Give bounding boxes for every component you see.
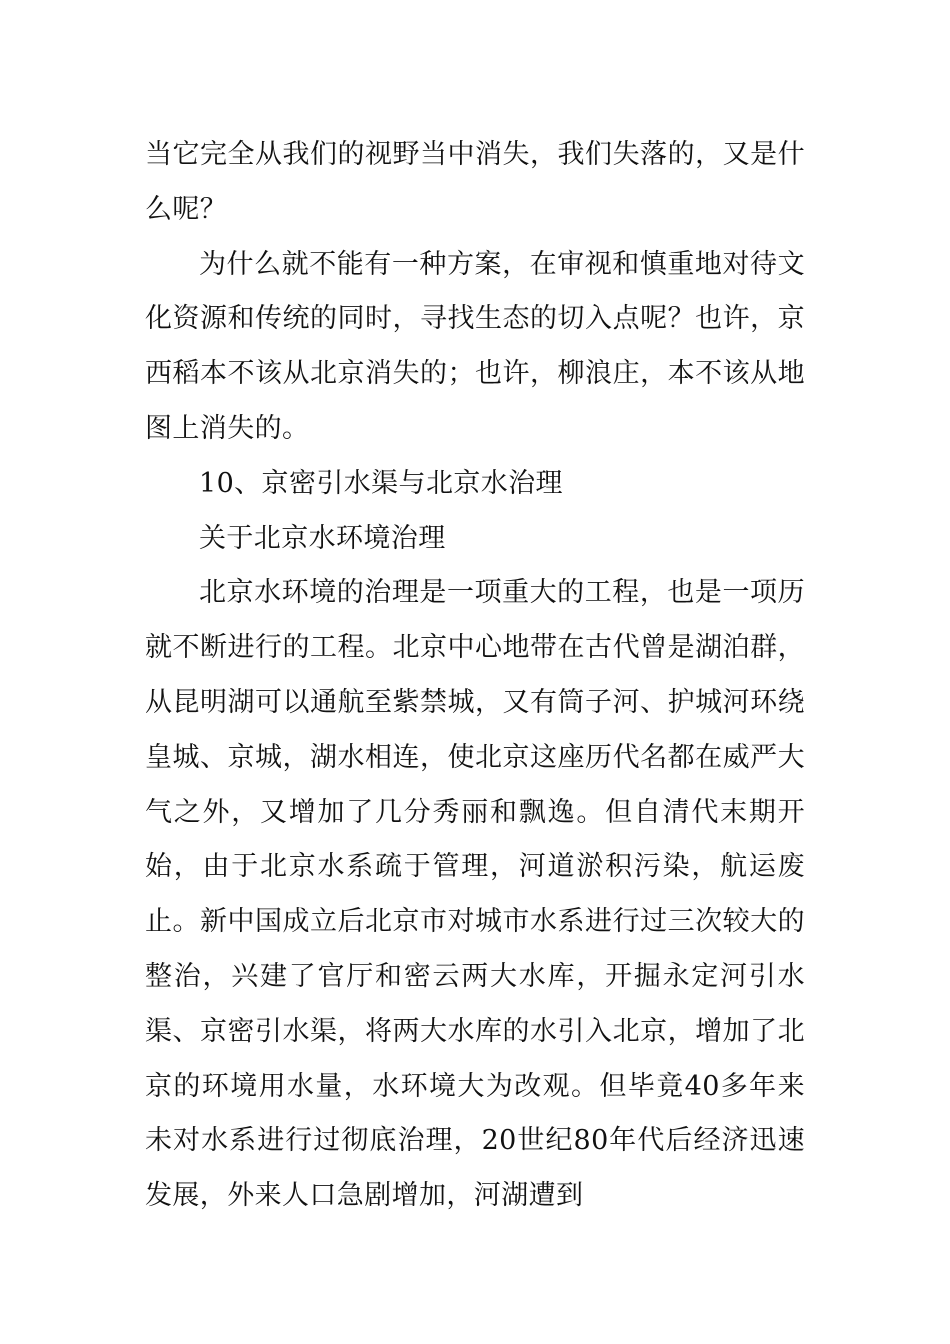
document-body xyxy=(145,128,805,1224)
section-heading: 10、京密引水渠与北京水治理 xyxy=(199,467,563,499)
paragraph-3: 北京水环境的治理是一项重大的工程，也是一项历就不断进行的工程。北京中心地带在古代曾是湖泊群，从昆明湖可以通航至紫禁城，又有筒子河、护城河环绕皇城、京城，湖水相连，使北京这座历代名都在威严大气之外，又增加了几分秀丽和飘逸。但自清代末期开始，由于北京水系疏于管理，河道淤积污染，航运废止。新中国成立后北京市对城市水系进行过三次较大的整治，兴建了官厅和密云两大水库，开掘永定河引水渠、京密引水渠，将两大水库的水引入北京，增加了北京的环境用水量，水环境大为改观。但毕竟40多年来未对水系进行过彻底治理，20世纪80年代后经济迅速发展，外来人口急剧增加，河湖遭到 xyxy=(145,577,805,1212)
paragraph-1: 当它完全从我们的视野当中消失，我们失落的，又是什么呢？ xyxy=(145,139,805,225)
subsection-heading: 关于北京水环境治理 xyxy=(199,522,446,554)
paragraph-2: 为什么就不能有一种方案，在审视和慎重地对待文化资源和传统的同时，寻找生态的切入点呢？也许，京西稻本不该从北京消失的；也许，柳浪庄，本不该从地图上消失的。 xyxy=(145,248,805,444)
